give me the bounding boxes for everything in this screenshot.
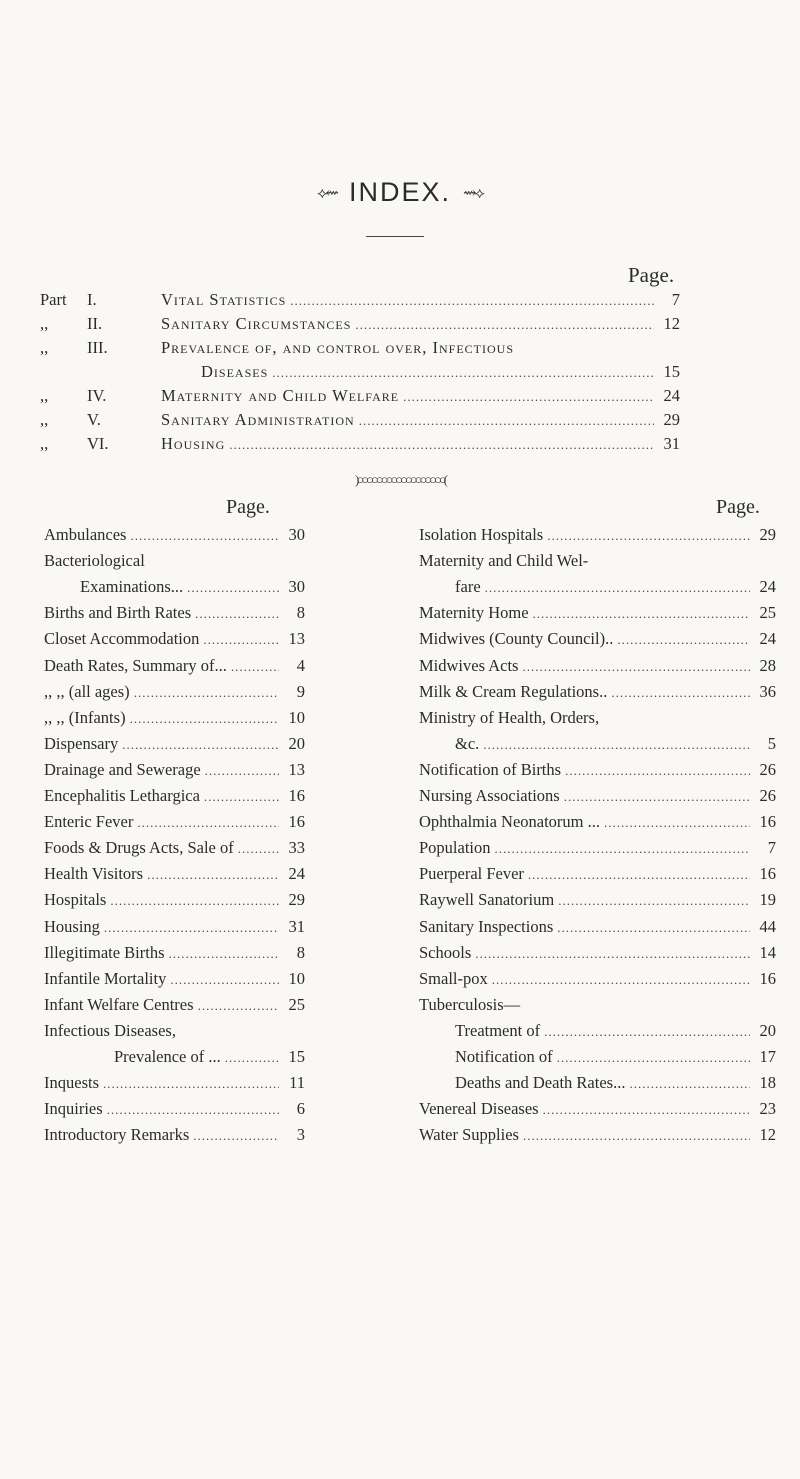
index-entry-page: 20 <box>288 734 305 753</box>
index-entry <box>44 864 305 892</box>
part-page: 7 <box>671 290 680 309</box>
index-entry <box>44 551 305 579</box>
index-entry-text: Midwives (County Council).. <box>419 629 614 648</box>
index-entry-page: 16 <box>759 969 776 988</box>
index-entry <box>44 995 305 1023</box>
part-page: 29 <box>663 410 680 429</box>
part-row <box>40 410 680 434</box>
index-entry-page: 20 <box>759 1021 776 1040</box>
part-row <box>40 386 680 410</box>
part-roman: I. <box>87 290 97 309</box>
part-row <box>40 434 680 458</box>
index-entry <box>419 969 776 997</box>
index-entry-page: 15 <box>288 1047 305 1066</box>
index-entry-text: ,, ,, (all ages) <box>44 682 130 701</box>
index-entry-page: 5 <box>767 734 776 753</box>
part-title: Prevalence of, and control over, Infectious <box>161 338 515 357</box>
index-entry-page: 16 <box>759 864 776 883</box>
part-roman: IV. <box>87 386 107 405</box>
index-entry-page: 16 <box>759 812 776 831</box>
index-entry-page: 24 <box>759 577 776 596</box>
index-entry-text: Milk & Cream Regulations.. <box>419 682 608 701</box>
part-page: 15 <box>663 362 680 381</box>
index-entry-text: Infantile Mortality <box>44 969 167 988</box>
part-title: Vital Statistics <box>161 290 287 309</box>
page-title: INDEX. <box>348 177 452 207</box>
index-entry-text: Population <box>419 838 491 857</box>
index-entry-text: Inquiries <box>44 1099 103 1118</box>
index-entry <box>44 786 305 814</box>
index-entry-page: 24 <box>759 629 776 648</box>
part-title: Sanitary Circumstances <box>161 314 352 333</box>
index-entry-page: 3 <box>296 1125 305 1144</box>
index-entry-page: 6 <box>296 1099 305 1118</box>
parts-page-label: Page. <box>628 263 675 287</box>
index-entry <box>419 629 776 657</box>
index-entry-page: 30 <box>288 525 305 544</box>
index-entry-text: Tuberculosis— <box>419 995 521 1014</box>
index-entry-text: Maternity and Child Wel- <box>419 551 589 570</box>
part-prefix: ,, <box>40 314 49 333</box>
index-entry <box>44 525 305 553</box>
part-row <box>40 290 680 314</box>
index-entry-text: Closet Accommodation <box>44 629 200 648</box>
index-entry-text: Drainage and Sewerage <box>44 760 201 779</box>
index-entry <box>44 603 305 631</box>
index-entry-page: 36 <box>759 682 776 701</box>
index-entry-page: 28 <box>759 656 776 675</box>
index-entry-text: Ambulances <box>44 525 127 544</box>
index-entry <box>44 708 305 736</box>
index-entry-page: 24 <box>288 864 305 883</box>
index-entry-text: Introductory Remarks <box>44 1125 190 1144</box>
index-entry <box>419 603 776 631</box>
index-entry-page: 44 <box>759 917 776 936</box>
index-entry <box>44 1021 305 1049</box>
index-header <box>0 177 800 208</box>
index-entry <box>419 995 776 1023</box>
part-roman: V. <box>87 410 101 429</box>
index-entry-page: 19 <box>759 890 776 909</box>
right-ornament: ⇝⟡ <box>463 184 483 202</box>
index-entry <box>419 1099 776 1127</box>
index-entry-text: Maternity Home <box>419 603 529 622</box>
index-entry-text: Death Rates, Summary of... <box>44 656 227 675</box>
index-entry <box>44 917 305 945</box>
index-entry <box>44 760 305 788</box>
index-entry-text: ,, ,, (Infants) <box>44 708 126 727</box>
index-entry <box>44 943 305 971</box>
index-entry-text: Water Supplies <box>419 1125 519 1144</box>
index-entry-text: Puerperal Fever <box>419 864 524 883</box>
index-entry <box>419 760 776 788</box>
index-entry-page: 29 <box>759 525 776 544</box>
index-entry <box>44 656 305 684</box>
index-entry-text: Midwives Acts <box>419 656 519 675</box>
part-row-continuation <box>40 362 680 386</box>
index-entry-text: Examinations... <box>80 577 184 596</box>
index-entry <box>419 1021 776 1049</box>
index-entry-page: 11 <box>289 1073 305 1092</box>
index-entry-text: &c. <box>455 734 480 753</box>
index-entry-page: 7 <box>767 838 776 857</box>
part-title: Housing <box>161 434 226 453</box>
index-entry-page: 25 <box>288 995 305 1014</box>
index-entry <box>419 577 776 605</box>
part-prefix: ,, <box>40 338 49 357</box>
index-entry <box>419 1047 776 1075</box>
index-entry-text: Sanitary Inspections <box>419 917 554 936</box>
index-entry-page: 23 <box>759 1099 776 1118</box>
index-entry-text: Isolation Hospitals <box>419 525 544 544</box>
index-entry-page: 30 <box>288 577 305 596</box>
index-entry-text: Raywell Sanatorium <box>419 890 555 909</box>
index-entry <box>419 917 776 945</box>
index-entry-text: Schools <box>419 943 472 962</box>
index-entry-page: 16 <box>288 786 305 805</box>
part-title: Sanitary Administration <box>161 410 355 429</box>
part-row <box>40 314 680 338</box>
index-entry <box>419 734 776 762</box>
index-entry-text: Foods & Drugs Acts, Sale of <box>44 838 234 857</box>
index-entry <box>419 890 776 918</box>
index-entry-page: 18 <box>759 1073 776 1092</box>
part-prefix: ,, <box>40 434 49 453</box>
index-entry-text: Infectious Diseases, <box>44 1021 176 1040</box>
index-entry <box>44 1125 305 1153</box>
index-entry-page: 10 <box>288 708 305 727</box>
right-column-page-label: Page. <box>716 496 760 518</box>
index-entry <box>44 734 305 762</box>
index-entry <box>44 1047 305 1075</box>
index-entry <box>419 786 776 814</box>
index-entry-page: 8 <box>296 943 305 962</box>
index-entry-text: Notification of <box>455 1047 553 1066</box>
index-entry-page: 9 <box>296 682 305 701</box>
index-entry-page: 13 <box>288 760 305 779</box>
left-column-page-label: Page. <box>226 496 270 518</box>
index-entry-text: Dispensary <box>44 734 119 753</box>
part-title-continuation: Diseases <box>201 362 269 381</box>
part-page: 24 <box>663 386 680 405</box>
left-ornament: ⟡⇜ <box>317 184 337 202</box>
index-entry-page: 4 <box>296 656 305 675</box>
index-entry <box>44 890 305 918</box>
index-entry-page: 25 <box>759 603 776 622</box>
index-entry-text: Treatment of <box>455 1021 541 1040</box>
index-entry-page: 13 <box>288 629 305 648</box>
index-entry-text: Encephalitis Lethargica <box>44 786 200 805</box>
title-rule <box>366 236 424 237</box>
part-prefix: ,, <box>40 386 49 405</box>
index-entry-text: Illegitimate Births <box>44 943 165 962</box>
index-entry <box>419 656 776 684</box>
index-entry-page: 26 <box>759 760 776 779</box>
index-entry <box>419 943 776 971</box>
index-entry <box>419 682 776 710</box>
index-entry-text: Small-pox <box>419 969 488 988</box>
index-entry <box>419 708 776 736</box>
index-entry-page: 26 <box>759 786 776 805</box>
index-entry-page: 33 <box>288 838 305 857</box>
chain-separator: )○○○○○○○○○○○○○○○○○○( <box>355 472 445 487</box>
index-entry <box>419 1073 776 1101</box>
part-page: 31 <box>663 434 680 453</box>
part-row <box>40 338 680 362</box>
index-entry <box>44 1099 305 1127</box>
index-entry <box>419 812 776 840</box>
index-entry <box>44 969 305 997</box>
index-entry <box>419 838 776 866</box>
index-entry-text: Venereal Diseases <box>419 1099 539 1118</box>
part-roman: II. <box>87 314 103 333</box>
index-entry-text: Housing <box>44 917 100 936</box>
index-entry <box>44 577 305 605</box>
index-entry <box>44 682 305 710</box>
part-prefix: ,, <box>40 410 49 429</box>
index-entry-page: 31 <box>288 917 305 936</box>
index-entry <box>419 551 776 579</box>
index-entry-text: Notification of Births <box>419 760 562 779</box>
part-roman: VI. <box>87 434 109 453</box>
part-page: 12 <box>663 314 680 333</box>
part-title: Maternity and Child Welfare <box>161 386 400 405</box>
index-entry-text: Enteric Fever <box>44 812 134 831</box>
index-entry-page: 17 <box>759 1047 776 1066</box>
index-entry <box>44 629 305 657</box>
index-entry <box>44 1073 305 1101</box>
index-entry-text: Prevalence of ... <box>114 1047 221 1066</box>
index-entry-page: 29 <box>288 890 305 909</box>
part-roman: III. <box>87 338 108 357</box>
index-entry-text: Ministry of Health, Orders, <box>419 708 600 727</box>
index-entry-text: Deaths and Death Rates... <box>455 1073 626 1092</box>
index-entry-text: fare <box>455 577 481 596</box>
index-entry-page: 10 <box>288 969 305 988</box>
index-entry-text: Health Visitors <box>44 864 144 883</box>
part-prefix: Part <box>40 290 67 309</box>
index-entry-text: Hospitals <box>44 890 107 909</box>
index-entry-text: Nursing Associations <box>419 786 560 805</box>
index-entry-text: Ophthalmia Neonatorum ... <box>419 812 601 831</box>
index-entry <box>419 1125 776 1153</box>
index-entry-text: Inquests <box>44 1073 99 1092</box>
index-entry-page: 12 <box>759 1125 776 1144</box>
index-entry-text: Births and Birth Rates <box>44 603 192 622</box>
index-entry <box>419 525 776 553</box>
index-entry-text: Bacteriological <box>44 551 145 570</box>
index-entry <box>419 864 776 892</box>
index-entry <box>44 838 305 866</box>
index-entry-page: 16 <box>288 812 305 831</box>
index-entry <box>44 812 305 840</box>
index-entry-page: 14 <box>759 943 776 962</box>
index-entry-text: Infant Welfare Centres <box>44 995 194 1014</box>
index-entry-page: 8 <box>296 603 305 622</box>
